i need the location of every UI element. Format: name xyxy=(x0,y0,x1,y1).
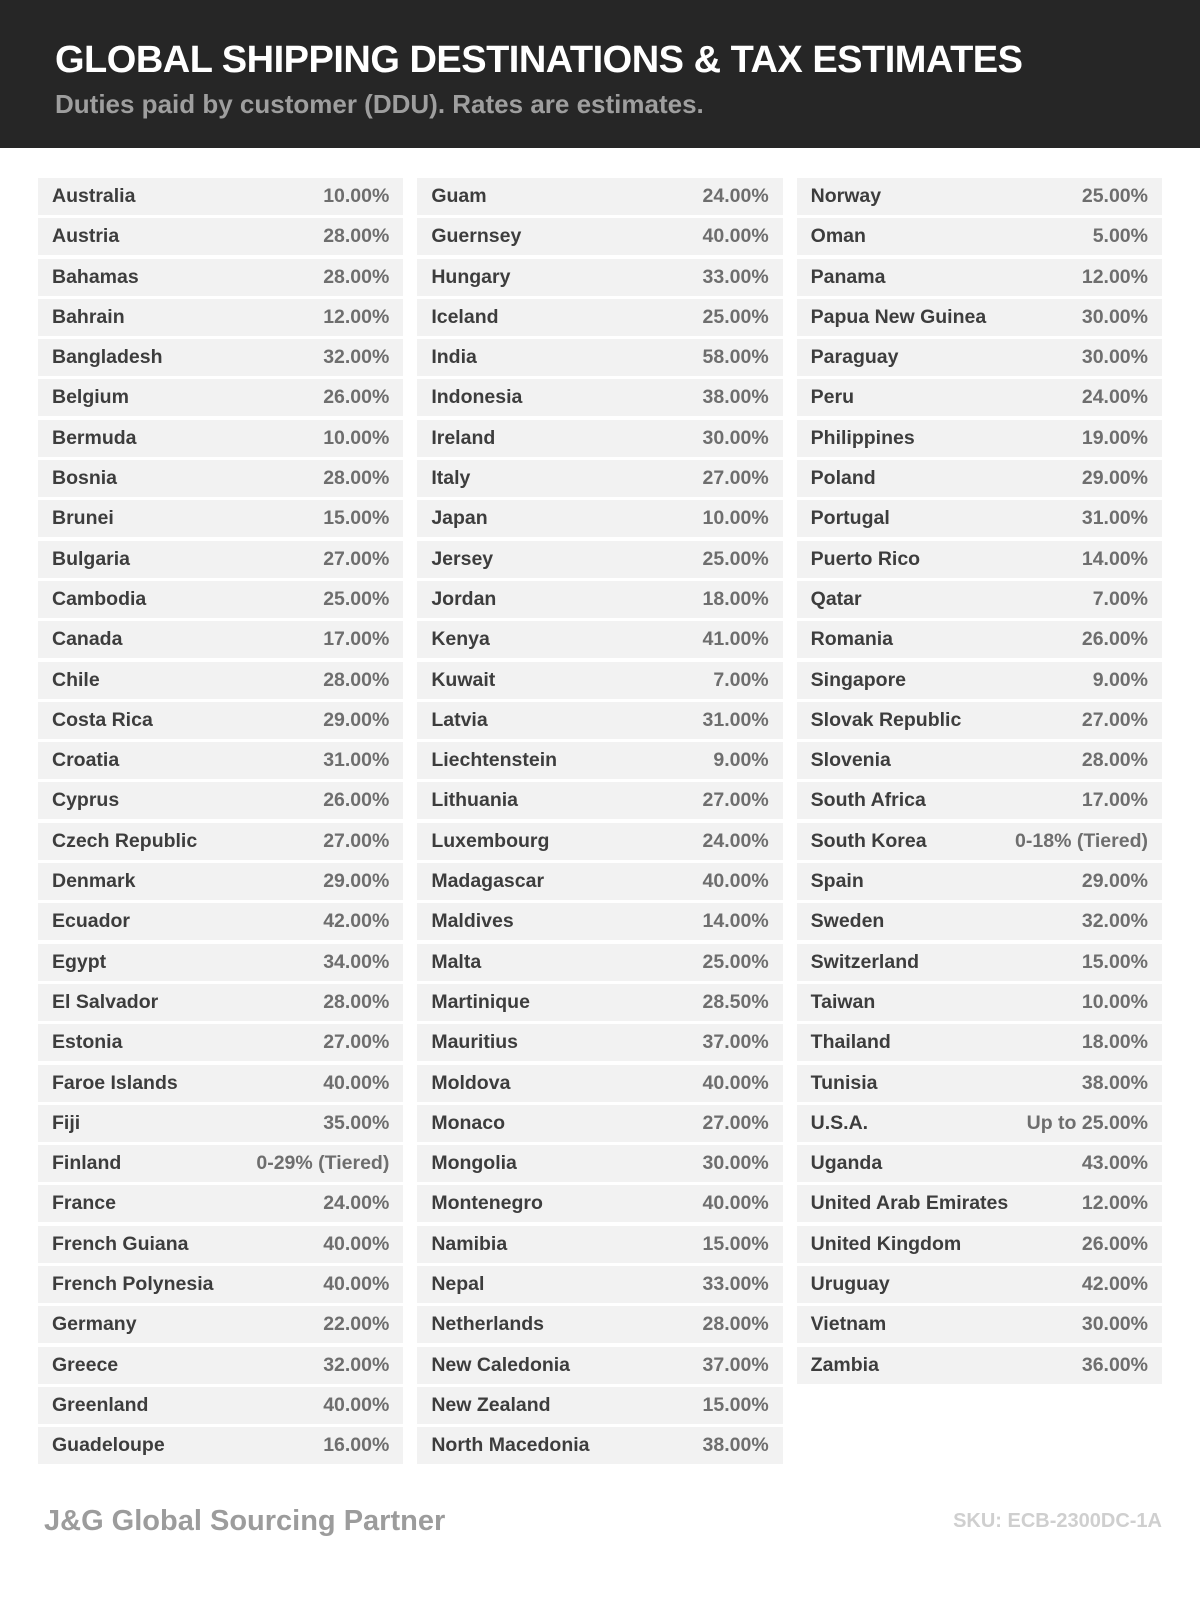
country-row xyxy=(417,379,782,416)
country-row xyxy=(417,1266,782,1303)
country-rate: 15.00% xyxy=(702,1232,769,1255)
country-name: Sweden xyxy=(810,910,885,933)
country-rate: 26.00% xyxy=(1081,628,1148,651)
country-name: Estonia xyxy=(52,1031,123,1054)
country-rate: 38.00% xyxy=(702,1434,769,1457)
country-rate: 40.00% xyxy=(702,870,769,893)
country-name: Lithuania xyxy=(431,789,518,812)
country-rate: 10.00% xyxy=(323,185,390,207)
country-name: Chile xyxy=(52,668,100,691)
country-row xyxy=(797,299,1162,336)
country-rate: 33.00% xyxy=(702,265,769,288)
country-row xyxy=(38,1145,403,1182)
country-name: Zambia xyxy=(810,1353,879,1376)
country-rate: 10.00% xyxy=(702,507,769,530)
country-row xyxy=(797,1226,1162,1263)
country-row xyxy=(38,621,403,658)
country-row xyxy=(38,1226,403,1263)
country-rate: 28.00% xyxy=(323,265,390,288)
country-rate: 14.00% xyxy=(702,910,769,933)
country-rate: 30.00% xyxy=(1081,305,1148,328)
country-row xyxy=(417,1185,782,1222)
country-rate: 40.00% xyxy=(702,1071,769,1094)
country-row xyxy=(38,379,403,416)
country-row xyxy=(38,984,403,1021)
country-row xyxy=(38,1306,403,1343)
country-name: Portugal xyxy=(810,507,890,530)
country-rate: 34.00% xyxy=(323,950,390,973)
country-rate: 32.00% xyxy=(323,1353,390,1376)
country-rate: 29.00% xyxy=(1081,467,1148,490)
country-row xyxy=(417,621,782,658)
country-name: New Zealand xyxy=(431,1393,551,1416)
country-name: Philippines xyxy=(810,426,915,449)
country-row xyxy=(417,1427,782,1464)
country-rate: 18.00% xyxy=(1081,1031,1148,1054)
country-name: Peru xyxy=(810,386,855,409)
country-rate: 41.00% xyxy=(702,628,769,651)
country-rate: 25.00% xyxy=(323,587,390,610)
country-name: Faroe Islands xyxy=(52,1071,178,1094)
country-name: Maldives xyxy=(431,910,514,933)
country-name: Norway xyxy=(810,185,882,207)
country-rate: 40.00% xyxy=(702,225,769,248)
country-row xyxy=(797,742,1162,779)
country-name: Nepal xyxy=(431,1273,485,1296)
country-rate: 7.00% xyxy=(1092,587,1148,610)
country-name: Belgium xyxy=(52,386,129,409)
country-name: South Korea xyxy=(810,829,927,852)
country-name: Finland xyxy=(52,1152,122,1175)
country-rate: 38.00% xyxy=(1081,1071,1148,1094)
country-row xyxy=(797,339,1162,376)
country-rate: 28.00% xyxy=(323,990,390,1013)
country-name: New Caledonia xyxy=(431,1353,571,1376)
country-row xyxy=(797,541,1162,578)
country-name: Monaco xyxy=(431,1111,505,1134)
country-name: North Macedonia xyxy=(431,1434,590,1457)
country-rate: 27.00% xyxy=(323,829,390,852)
country-rate: 58.00% xyxy=(702,346,769,369)
country-rate: 12.00% xyxy=(1081,265,1148,288)
country-name: Ireland xyxy=(431,426,496,449)
country-rate: 26.00% xyxy=(323,789,390,812)
country-name: Moldova xyxy=(431,1071,511,1094)
country-name: Paraguay xyxy=(810,346,899,369)
country-rate: Up to 25.00% xyxy=(1026,1111,1148,1134)
country-name: Thailand xyxy=(810,1031,891,1054)
page-footer xyxy=(44,1505,1162,1538)
country-name: Cambodia xyxy=(52,587,147,610)
rates-table xyxy=(38,178,1162,1468)
country-name: Kenya xyxy=(431,628,490,651)
country-name: Cyprus xyxy=(52,789,120,812)
country-name: Italy xyxy=(431,467,471,490)
country-row xyxy=(797,702,1162,739)
country-name: Vietnam xyxy=(810,1313,887,1336)
country-name: Tunisia xyxy=(810,1071,878,1094)
country-row xyxy=(417,1226,782,1263)
country-rate: 29.00% xyxy=(323,870,390,893)
country-row xyxy=(417,259,782,296)
country-row xyxy=(38,541,403,578)
country-name: Oman xyxy=(810,225,866,248)
country-rate: 40.00% xyxy=(323,1273,390,1296)
country-rate: 40.00% xyxy=(323,1393,390,1416)
country-row xyxy=(38,944,403,981)
country-name: French Guiana xyxy=(52,1232,189,1255)
country-name: Slovenia xyxy=(810,749,891,772)
country-rate: 25.00% xyxy=(702,950,769,973)
country-row xyxy=(417,339,782,376)
country-name: Denmark xyxy=(52,870,136,893)
country-name: India xyxy=(431,346,477,369)
country-row xyxy=(417,500,782,537)
country-name: Latvia xyxy=(431,708,488,731)
country-name: Ecuador xyxy=(52,910,131,933)
country-row xyxy=(38,903,403,940)
country-row xyxy=(417,1387,782,1424)
country-rate: 9.00% xyxy=(713,749,769,772)
country-row xyxy=(417,782,782,819)
rate-column xyxy=(797,178,1162,1387)
rate-column xyxy=(38,178,403,1468)
country-name: Japan xyxy=(431,507,488,530)
country-rate: 14.00% xyxy=(1081,547,1148,570)
country-name: Martinique xyxy=(431,990,530,1013)
country-rate: 10.00% xyxy=(323,426,390,449)
country-rate: 15.00% xyxy=(702,1393,769,1416)
country-row xyxy=(797,1065,1162,1102)
country-name: French Polynesia xyxy=(52,1273,214,1296)
country-name: Romania xyxy=(810,628,894,651)
country-row xyxy=(38,581,403,618)
country-name: Indonesia xyxy=(431,386,523,409)
country-row xyxy=(38,460,403,497)
country-row xyxy=(38,1105,403,1142)
country-name: Czech Republic xyxy=(52,829,198,852)
country-rate: 12.00% xyxy=(1081,1192,1148,1215)
country-rate: 37.00% xyxy=(702,1031,769,1054)
country-name: Guadeloupe xyxy=(52,1434,165,1457)
country-row xyxy=(38,1065,403,1102)
country-row xyxy=(797,420,1162,457)
country-row xyxy=(38,782,403,819)
country-name: Austria xyxy=(52,225,120,248)
country-row xyxy=(797,259,1162,296)
country-row xyxy=(38,1427,403,1464)
country-name: Uruguay xyxy=(810,1273,890,1296)
country-row xyxy=(417,984,782,1021)
country-row xyxy=(38,1347,403,1384)
country-row xyxy=(797,944,1162,981)
country-rate: 26.00% xyxy=(1081,1232,1148,1255)
country-rate: 0-18% (Tiered) xyxy=(1015,829,1148,852)
country-row xyxy=(797,984,1162,1021)
country-rate: 12.00% xyxy=(323,305,390,328)
country-name: United Arab Emirates xyxy=(810,1192,1009,1215)
country-row xyxy=(417,541,782,578)
country-row xyxy=(38,420,403,457)
country-name: Canada xyxy=(52,628,123,651)
country-row xyxy=(38,1024,403,1061)
brand-name: J&G Global Sourcing Partner xyxy=(44,1505,446,1537)
country-name: Iceland xyxy=(431,305,499,328)
country-name: Greenland xyxy=(52,1393,149,1416)
country-rate: 32.00% xyxy=(1081,910,1148,933)
country-row xyxy=(417,1024,782,1061)
country-row xyxy=(417,420,782,457)
country-name: Switzerland xyxy=(810,950,920,973)
country-row xyxy=(417,742,782,779)
country-row xyxy=(417,1347,782,1384)
country-rate: 24.00% xyxy=(1081,386,1148,409)
country-rate: 30.00% xyxy=(1081,1313,1148,1336)
country-rate: 29.00% xyxy=(323,708,390,731)
country-rate: 30.00% xyxy=(1081,346,1148,369)
country-row xyxy=(797,500,1162,537)
country-row xyxy=(417,218,782,255)
country-rate: 28.00% xyxy=(323,225,390,248)
country-name: Luxembourg xyxy=(431,829,550,852)
country-row xyxy=(797,621,1162,658)
country-rate: 40.00% xyxy=(323,1232,390,1255)
country-name: Brunei xyxy=(52,507,114,530)
country-name: Taiwan xyxy=(810,990,876,1013)
country-rate: 32.00% xyxy=(323,346,390,369)
country-rate: 26.00% xyxy=(323,386,390,409)
country-name: Jersey xyxy=(431,547,494,570)
country-row xyxy=(797,1306,1162,1343)
country-rate: 17.00% xyxy=(1081,789,1148,812)
country-row xyxy=(38,1387,403,1424)
country-row xyxy=(38,702,403,739)
country-rate: 29.00% xyxy=(1081,870,1148,893)
country-row xyxy=(797,178,1162,215)
country-rate: 24.00% xyxy=(702,829,769,852)
country-rate: 42.00% xyxy=(1081,1273,1148,1296)
country-rate: 22.00% xyxy=(323,1313,390,1336)
country-rate: 17.00% xyxy=(323,628,390,651)
country-name: Spain xyxy=(810,870,864,893)
country-name: Greece xyxy=(52,1353,119,1376)
country-name: Kuwait xyxy=(431,668,496,691)
country-row xyxy=(417,1306,782,1343)
country-row xyxy=(38,1185,403,1222)
country-name: Panama xyxy=(810,265,886,288)
country-rate: 5.00% xyxy=(1092,225,1148,248)
country-name: Bosnia xyxy=(52,467,118,490)
country-rate: 30.00% xyxy=(702,1152,769,1175)
country-row xyxy=(417,903,782,940)
page-title: GLOBAL SHIPPING DESTINATIONS & TAX ESTIMATES xyxy=(55,39,1023,81)
country-row xyxy=(797,903,1162,940)
country-rate: 19.00% xyxy=(1081,426,1148,449)
sku-label: SKU: ECB-2300DC-1A xyxy=(953,1510,1162,1532)
country-rate: 28.00% xyxy=(323,668,390,691)
country-rate: 9.00% xyxy=(1092,668,1148,691)
country-name: Guernsey xyxy=(431,225,522,248)
country-rate: 28.00% xyxy=(323,467,390,490)
country-name: South Africa xyxy=(810,789,926,812)
country-rate: 43.00% xyxy=(1081,1152,1148,1175)
country-rate: 24.00% xyxy=(702,185,769,207)
country-name: Uganda xyxy=(810,1152,883,1175)
country-rate: 36.00% xyxy=(1081,1353,1148,1376)
country-rate: 27.00% xyxy=(323,547,390,570)
country-row xyxy=(797,1145,1162,1182)
country-name: Bahrain xyxy=(52,305,125,328)
country-row xyxy=(38,500,403,537)
country-name: Bermuda xyxy=(52,426,137,449)
country-name: Puerto Rico xyxy=(810,547,921,570)
country-row xyxy=(797,782,1162,819)
country-row xyxy=(797,863,1162,900)
country-rate: 28.00% xyxy=(702,1313,769,1336)
country-name: Bangladesh xyxy=(52,346,163,369)
country-row xyxy=(797,662,1162,699)
country-rate: 27.00% xyxy=(702,1111,769,1134)
country-name: Malta xyxy=(431,950,482,973)
country-row xyxy=(417,581,782,618)
country-rate: 40.00% xyxy=(702,1192,769,1215)
country-rate: 10.00% xyxy=(1081,990,1148,1013)
country-rate: 15.00% xyxy=(1081,950,1148,973)
country-rate: 16.00% xyxy=(323,1434,390,1457)
country-row xyxy=(417,460,782,497)
country-rate: 33.00% xyxy=(702,1273,769,1296)
country-name: Poland xyxy=(810,467,876,490)
country-row xyxy=(38,863,403,900)
country-rate: 27.00% xyxy=(323,1031,390,1054)
country-row xyxy=(417,178,782,215)
country-name: Montenegro xyxy=(431,1192,543,1215)
country-rate: 38.00% xyxy=(702,386,769,409)
country-row xyxy=(38,662,403,699)
country-rate: 42.00% xyxy=(323,910,390,933)
country-name: U.S.A. xyxy=(810,1111,869,1134)
country-row xyxy=(38,299,403,336)
country-row xyxy=(797,460,1162,497)
country-row xyxy=(38,1266,403,1303)
country-row xyxy=(797,1266,1162,1303)
country-rate: 28.50% xyxy=(702,990,769,1013)
country-name: Singapore xyxy=(810,668,907,691)
country-rate: 30.00% xyxy=(702,426,769,449)
country-row xyxy=(417,863,782,900)
country-row xyxy=(38,178,403,215)
country-name: United Kingdom xyxy=(810,1232,962,1255)
country-row xyxy=(417,944,782,981)
country-name: Jordan xyxy=(431,587,497,610)
country-row xyxy=(38,259,403,296)
country-name: Mongolia xyxy=(431,1152,517,1175)
country-name: France xyxy=(52,1192,116,1215)
country-name: Fiji xyxy=(52,1111,81,1134)
country-row xyxy=(417,823,782,860)
page-subtitle: Duties paid by customer (DDU). Rates are estimates. xyxy=(55,88,704,119)
country-rate: 31.00% xyxy=(702,708,769,731)
country-rate: 7.00% xyxy=(713,668,769,691)
country-row xyxy=(797,581,1162,618)
country-row xyxy=(797,823,1162,860)
country-name: Mauritius xyxy=(431,1031,519,1054)
country-name: Liechtenstein xyxy=(431,749,558,772)
country-rate: 27.00% xyxy=(702,789,769,812)
country-name: Qatar xyxy=(810,587,862,610)
country-name: Guam xyxy=(431,185,487,207)
country-row xyxy=(797,218,1162,255)
country-row xyxy=(417,299,782,336)
country-name: Hungary xyxy=(431,265,511,288)
country-row xyxy=(417,1105,782,1142)
country-rate: 31.00% xyxy=(1081,507,1148,530)
country-row xyxy=(797,1347,1162,1384)
country-rate: 25.00% xyxy=(1081,185,1148,207)
country-row xyxy=(797,1024,1162,1061)
rate-column xyxy=(417,178,782,1468)
country-rate: 25.00% xyxy=(702,305,769,328)
country-row xyxy=(797,1105,1162,1142)
country-name: Croatia xyxy=(52,749,120,772)
country-rate: 0-29% (Tiered) xyxy=(256,1152,390,1175)
country-rate: 27.00% xyxy=(1081,708,1148,731)
country-rate: 18.00% xyxy=(702,587,769,610)
country-rate: 15.00% xyxy=(323,507,390,530)
page-header xyxy=(0,0,1200,148)
country-rate: 40.00% xyxy=(323,1071,390,1094)
country-name: Namibia xyxy=(431,1232,508,1255)
country-name: El Salvador xyxy=(52,990,159,1013)
country-rate: 35.00% xyxy=(323,1111,390,1134)
country-name: Bahamas xyxy=(52,265,139,288)
country-row xyxy=(417,1145,782,1182)
country-row xyxy=(417,1065,782,1102)
country-name: Papua New Guinea xyxy=(810,305,987,328)
country-row xyxy=(417,662,782,699)
country-row xyxy=(38,823,403,860)
country-rate: 31.00% xyxy=(323,749,390,772)
country-name: Slovak Republic xyxy=(810,708,962,731)
country-row xyxy=(417,702,782,739)
country-rate: 25.00% xyxy=(702,547,769,570)
country-row xyxy=(797,379,1162,416)
country-rate: 37.00% xyxy=(702,1353,769,1376)
country-row xyxy=(38,742,403,779)
country-name: Madagascar xyxy=(431,870,545,893)
country-row xyxy=(38,339,403,376)
country-name: Germany xyxy=(52,1313,137,1336)
country-name: Netherlands xyxy=(431,1313,545,1336)
country-rate: 27.00% xyxy=(702,467,769,490)
country-row xyxy=(38,218,403,255)
country-row xyxy=(797,1185,1162,1222)
country-rate: 28.00% xyxy=(1081,749,1148,772)
country-rate: 24.00% xyxy=(323,1192,390,1215)
country-name: Australia xyxy=(52,185,136,207)
country-name: Bulgaria xyxy=(52,547,131,570)
country-name: Egypt xyxy=(52,950,107,973)
country-name: Costa Rica xyxy=(52,708,153,731)
